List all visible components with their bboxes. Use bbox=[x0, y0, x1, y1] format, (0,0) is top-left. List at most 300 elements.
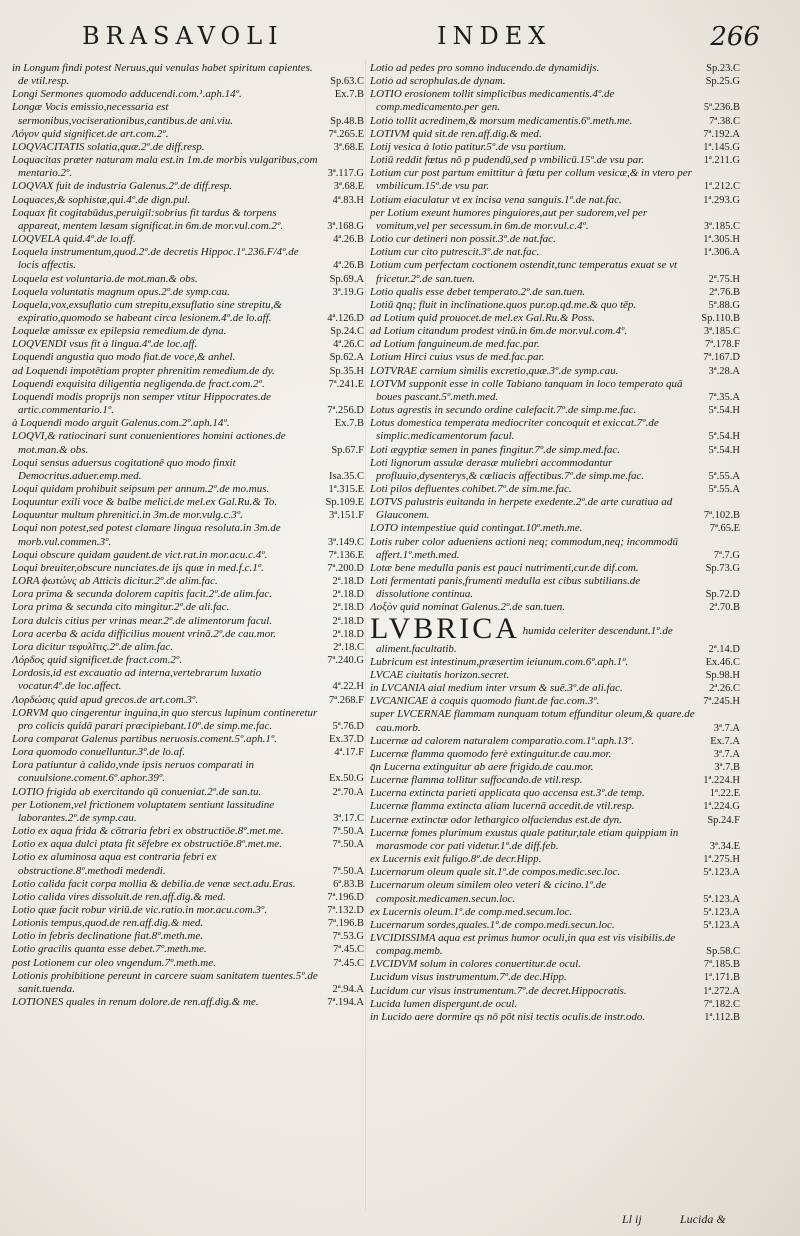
entry-reference: 3ª.149.C bbox=[327, 536, 364, 548]
entry-text: Loqui breuiter,obscure nunciates.de ijs quæ in med.f.c.1º. bbox=[12, 561, 264, 574]
index-entry bbox=[12, 746, 364, 759]
entry-text: Lotio gracilis quanta esse debet.7º.meth.me. bbox=[12, 943, 207, 956]
index-entry bbox=[370, 444, 740, 457]
entry-text: Lotio qualis esse debet temperato.2º.de san.tuen. bbox=[370, 285, 586, 298]
entry-text: Loquuntur multum phrenitici.in 3m.de mor.vulg.c.3º. bbox=[12, 509, 243, 522]
index-entry bbox=[370, 682, 740, 695]
index-entry bbox=[370, 985, 740, 998]
entry-text: Lotium Hirci cuius vsus de med.fac.par. bbox=[370, 351, 545, 364]
index-entry bbox=[370, 748, 740, 761]
entry-text: LOTVM supponit esse in colle Tabiano tanquam in loco temperato quā boues pascant.5º.meth.med. bbox=[370, 377, 683, 403]
index-entry bbox=[12, 207, 364, 233]
index-entry bbox=[12, 391, 364, 417]
index-entry bbox=[370, 611, 740, 656]
entry-reference: Sp.73.G bbox=[705, 562, 740, 574]
entry-text: Λόρδος quid significet.de fract.com.2º. bbox=[12, 654, 183, 667]
entry-reference: 7ª.53.G bbox=[332, 931, 364, 943]
entry-text: Lucernarum sordes,quales.1º.de compo.medi.secun.loc. bbox=[370, 918, 615, 931]
entry-reference: Sp.110.B bbox=[701, 312, 740, 324]
index-entry bbox=[12, 457, 364, 483]
entry-reference: Sp.24.C bbox=[330, 326, 364, 338]
index-entry bbox=[12, 180, 364, 193]
index-entry bbox=[12, 838, 364, 851]
entry-reference: 7ª.65.E bbox=[709, 523, 740, 535]
catchword: Lucida & bbox=[680, 1212, 726, 1226]
index-entry bbox=[370, 88, 740, 114]
entry-text: Lotium cum perfectam coctionem ostendit,tunc temperatus exuat se vt fricetur.2º.de san.tuen. bbox=[370, 259, 678, 285]
index-entry bbox=[370, 695, 740, 708]
index-entry bbox=[12, 575, 364, 588]
entry-reference: 5ª.55.A bbox=[708, 484, 740, 495]
index-entry bbox=[12, 496, 364, 509]
entry-reference: 1ª.145.G bbox=[703, 141, 740, 153]
entry-text: Lotio ad scrophulas.de dynam. bbox=[370, 75, 506, 88]
entry-text: Loqui sensus aduersus cogitationē quo modo finxit Democritus.aduer.emp.med. bbox=[12, 456, 236, 482]
entry-reference: 7ª.200.D bbox=[327, 562, 364, 574]
entry-text: Lotium cur post partum emittitur à fœtu per collum vesicæ,& in vtero per vmbilicum.15º.de vsu par. bbox=[370, 167, 692, 193]
entry-reference: Ex.7.A bbox=[710, 735, 740, 747]
entry-reference: 2ª.18.D bbox=[332, 576, 364, 588]
entry-reference: Sp.25.G bbox=[705, 76, 740, 88]
entry-reference: 1ª.171.B bbox=[703, 972, 740, 984]
entry-text: LVCAE ciuitatis horizon.secret. bbox=[370, 668, 510, 681]
index-entry bbox=[370, 378, 740, 404]
entry-reference: 1ª.306.A bbox=[703, 247, 740, 259]
entry-text: ad Lotium fanguineum.de med.fac.par. bbox=[370, 338, 540, 351]
entry-reference: 5ª.123.A bbox=[703, 919, 740, 931]
entry-headword: LVBRICA bbox=[370, 611, 520, 645]
entry-text: Lotio ex aqua dulci ptata fit sēfebre ex obstructiōe.8º.met.me. bbox=[12, 838, 283, 851]
index-entry bbox=[370, 879, 740, 905]
entry-text: LORVM quo cingerentur inguina,in quo stercus lupinum contineretur pro colicis quidā parari præcipiebant.10º.de simp.me.fac. bbox=[12, 706, 318, 732]
entry-text-rest: humida celeriter descendunt.1º.de aliment.facultatib. bbox=[376, 624, 673, 655]
entry-reference: 1ª.275.H bbox=[703, 854, 740, 866]
index-entry bbox=[12, 930, 364, 943]
entry-text: ex Lucernis oleum.1º.de comp.med.secum.loc. bbox=[370, 905, 573, 918]
entry-reference: Sp.48.B bbox=[330, 115, 364, 127]
index-entry bbox=[370, 115, 740, 128]
entry-reference: 4ª.126.D bbox=[327, 312, 364, 324]
index-entry bbox=[12, 154, 364, 180]
index-entry bbox=[370, 774, 740, 787]
entry-text bbox=[370, 611, 696, 656]
index-entry bbox=[12, 707, 364, 733]
running-header bbox=[82, 22, 760, 54]
entry-reference: 7ª.194.A bbox=[327, 997, 364, 1009]
entry-text: Loquendi modis proprijs non semper vtitur Hippocrates.de artic.commentario.1º. bbox=[12, 390, 271, 417]
index-entry bbox=[12, 522, 364, 548]
index-entry bbox=[370, 154, 740, 167]
entry-reference: 7ª.178.F bbox=[705, 339, 740, 351]
index-entry bbox=[370, 536, 740, 562]
index-entry bbox=[12, 430, 364, 456]
entry-text: ad Lotium quid prouocet.de mel.ex Gal.Ru.& Poss. bbox=[370, 311, 595, 324]
index-entry bbox=[370, 286, 740, 299]
index-entry bbox=[370, 866, 740, 879]
index-entry bbox=[12, 733, 364, 746]
index-entry bbox=[370, 932, 740, 958]
index-entry bbox=[12, 917, 364, 930]
index-entry bbox=[370, 312, 740, 325]
entry-reference: 5ª.54.H bbox=[708, 405, 740, 417]
entry-reference: 7ª.192.A bbox=[703, 128, 740, 140]
entry-reference: 5ª.88.G bbox=[708, 299, 740, 311]
entry-text: LVCIDISSIMA aqua est primus humor oculi,in qua est vis visibilis.de compag.memb. bbox=[370, 932, 676, 958]
index-entry bbox=[370, 207, 740, 233]
index-entry bbox=[370, 457, 740, 483]
entry-reference: 7ª.38.C bbox=[709, 115, 740, 127]
entry-text: Lora prima & secunda dolorem capitis facit.2º.de alim.fac. bbox=[12, 588, 272, 601]
entry-reference: Isa.35.C bbox=[329, 470, 364, 482]
index-entry bbox=[12, 943, 364, 956]
entry-text: Loquelæ amissæ ex epilepsia remedium.de dyna. bbox=[12, 325, 227, 338]
entry-text: LOTVRAE carnium similis excretio,quæ.3º.de symp.cau. bbox=[370, 364, 619, 377]
entry-reference: Sp.62.A bbox=[329, 352, 364, 364]
index-entry bbox=[12, 101, 364, 127]
entry-reference: 1ª.293.G bbox=[703, 194, 740, 206]
entry-text: Loqui quidam prohibuit seipsum per annum.2º.de mo.mus. bbox=[12, 483, 270, 495]
index-entry bbox=[370, 998, 740, 1011]
entry-text: Lotiū q̄nq; fluit in inclinatione.quos pur.op.qd.me.& quo tēp. bbox=[370, 298, 637, 311]
index-entry bbox=[370, 259, 740, 285]
entry-text: Lucernarum oleum quale sit.1º.de compos.medic.sec.loc. bbox=[370, 866, 621, 879]
entry-reference: 1ª.305.H bbox=[703, 234, 740, 246]
entry-text: post Lotionem cur oleo vngendum.7º.meth.me. bbox=[12, 956, 216, 969]
entry-text: Lotionis prohibitione pereunt in carcere suam sanitatem tuentes.5º.de sanit.tuenda. bbox=[12, 969, 318, 995]
entry-reference: Sp.63.C bbox=[330, 76, 364, 88]
entry-reference: 2ª.14.D bbox=[708, 643, 740, 655]
entry-text: Lubricum est intestinum,præsertim ieiunum.com.6º.aph.1º. bbox=[370, 655, 629, 668]
entry-text: Loti pilos defluentes cohibet.7º.de sim.me.fac. bbox=[370, 483, 572, 495]
index-entry bbox=[370, 496, 740, 522]
index-entry bbox=[370, 919, 740, 932]
entry-reference: 7ª.50.A bbox=[332, 839, 364, 851]
index-entry bbox=[370, 246, 740, 259]
entry-reference: 4ª.22.H bbox=[332, 681, 364, 693]
entry-text: Lucidum cur visus instrumentum.7º.de decret.Hippocratis. bbox=[370, 984, 627, 997]
entry-reference: 5ª.123.A bbox=[703, 893, 740, 905]
entry-text: Λοξὸν quid nominat Galenus.2º.de san.tuen. bbox=[370, 601, 566, 614]
index-entry bbox=[370, 483, 740, 496]
entry-reference: 7ª.35.A bbox=[708, 391, 740, 403]
entry-text: Loquela instrumentum,quod.2º.de decretis Hippoc.1º.236.F/4º.de locis affectis. bbox=[12, 246, 299, 272]
entry-text: LOTIVM quid sit.de ren.aff.dig.& med. bbox=[370, 127, 542, 140]
entry-reference: 7ª.50.A bbox=[332, 865, 364, 877]
entry-text: LOQVACITATIS solatia,quæ.2º.de diff.resp. bbox=[12, 140, 205, 153]
entry-reference: 5ª.54.H bbox=[708, 431, 740, 443]
index-entry bbox=[370, 656, 740, 669]
entry-reference: 3ª.151.F bbox=[329, 510, 364, 522]
entry-reference: Sp.24.F bbox=[707, 814, 740, 826]
entry-reference: Sp.23.C bbox=[706, 63, 740, 74]
index-entry bbox=[370, 575, 740, 601]
entry-reference: 2ª.18.C bbox=[333, 641, 364, 653]
entry-reference: Ex.37.D bbox=[329, 733, 364, 745]
entry-text: Λόγον quid significet.de art.com.2º. bbox=[12, 127, 169, 140]
index-entry bbox=[370, 167, 740, 193]
index-entry bbox=[370, 194, 740, 207]
entry-reference: 7ª.241.E bbox=[328, 378, 364, 390]
entry-reference: 3ª.7.A bbox=[713, 748, 740, 760]
entry-text: Lotio tollit acredinem,& morsum medicamentis.6º.meth.me. bbox=[370, 114, 633, 127]
entry-text: LOTO intempestiue quid contingat.10º.meth.me. bbox=[370, 522, 583, 535]
entry-reference: 2ª.70.B bbox=[709, 602, 740, 614]
index-entry bbox=[12, 378, 364, 391]
entry-text: Loquax fit cogitabūdus,peruigil:sobrius fit tardus & torpens appareat, mentem læsam significat.in 6m.de mor.vul.com.2º. bbox=[12, 206, 284, 232]
entry-reference: 7ª.268.F bbox=[329, 694, 364, 706]
entry-reference: 7ª.136.E bbox=[328, 549, 364, 561]
entry-reference: 4ª.26.C bbox=[333, 339, 364, 351]
entry-reference: 1ª.112.B bbox=[704, 1011, 740, 1023]
entry-text: Lotij vesica à lotio patitur.5º.de vsu partium. bbox=[370, 140, 567, 153]
entry-reference: 2ª.70.A bbox=[332, 786, 364, 798]
entry-reference: 7ª.167.D bbox=[703, 352, 740, 364]
entry-reference: 7ª.182.C bbox=[703, 998, 740, 1010]
index-entry bbox=[12, 233, 364, 246]
entry-reference: 4ª.17.F bbox=[334, 747, 364, 759]
index-entry bbox=[370, 958, 740, 971]
entry-reference: Sp.35.H bbox=[329, 365, 364, 377]
index-entry bbox=[12, 878, 364, 891]
entry-text: Loti fermentati panis,frumenti medulla est cibus subtilians.de dissolutione continua. bbox=[370, 575, 641, 601]
index-entry bbox=[370, 141, 740, 154]
entry-text: per Lotionem,vel frictionem voluptatem sentiunt lassitudine laborantes.2º.de symp.cau. bbox=[12, 798, 275, 824]
entry-reference: 2ª.18.D bbox=[332, 615, 364, 627]
index-entry bbox=[12, 141, 364, 154]
entry-text: Lotio ex aluminosa aqua est contraria febri ex obstructione.8º.methodi medendi. bbox=[12, 851, 217, 877]
entry-reference: 3ª.34.E bbox=[709, 840, 740, 852]
entry-text: Loquela,vox,exsuflatio cum strepitu,exsuflatio sine strepitu,& expiratio,quomodo se habeant circa lesionem.4º.de lo.aff. bbox=[12, 298, 282, 324]
entry-text: Lora dicitur τεφυλῖτις.2º.de alim.fac. bbox=[12, 640, 173, 653]
index-entry bbox=[12, 88, 364, 101]
index-entry bbox=[12, 325, 364, 338]
index-entry bbox=[370, 417, 740, 443]
index-entry bbox=[370, 404, 740, 417]
header-author: BRASAVOLI bbox=[82, 22, 284, 50]
entry-text: super LVCERNAE flammam nunquam totum effunditur oleum,& quare.de cau.morb. bbox=[370, 708, 695, 734]
entry-text: Longæ Vocis emissio,necessaria est sermonibus,vociserationibus,cantibus.de ani.viu. bbox=[12, 101, 234, 127]
entry-reference: 5ª.54.H bbox=[708, 444, 740, 456]
entry-text: Loquaces,& sophistæ,qui.4º.de dign.pul. bbox=[12, 193, 191, 206]
entry-reference: Ex.46.C bbox=[705, 656, 740, 668]
entry-reference: Ex.50.G bbox=[329, 773, 364, 785]
entry-reference: 3ª.17.C bbox=[333, 812, 364, 824]
index-entry bbox=[370, 708, 740, 734]
entry-text: Lotus agrestis in secundo ordine calefacit.7º.de simp.me.fac. bbox=[370, 404, 637, 417]
entry-reference: 7ª.196.B bbox=[327, 918, 364, 930]
entry-text: Lotus domestica temperata mediocriter concoquit et exiccat.7º.de simplic.medicamentorum facul. bbox=[370, 417, 659, 443]
entry-text: Lucernæ flamma extincta aliam lucernā accedit.de vtil.resp. bbox=[370, 800, 635, 813]
index-entry bbox=[370, 761, 740, 774]
index-entry bbox=[12, 851, 364, 877]
index-entry bbox=[12, 128, 364, 141]
index-entry bbox=[12, 588, 364, 601]
entry-text: q̄n Lucerna extinguitur ab aere frigido.de cau.mor. bbox=[370, 760, 594, 773]
entry-text: Lordosis,id est excauatio ad interna,vertebrarum luxatio vocatur.4º.de loc.affect. bbox=[12, 667, 262, 693]
entry-text: LOTIO erosionem tollit simplicibus medicamentis.4º.de comp.medicamento.per gen. bbox=[370, 88, 615, 114]
entry-text: à Loquendi modo arguit Galenus.com.2º.aph.14º. bbox=[12, 417, 230, 430]
index-entry bbox=[370, 562, 740, 575]
index-entry bbox=[370, 669, 740, 682]
index-entry bbox=[12, 62, 364, 88]
entry-reference: 3ª.68.E bbox=[333, 141, 364, 153]
entry-text: LORA ϕωτώνς ab Atticis dicitur.2º.de alim.fac. bbox=[12, 575, 218, 588]
entry-reference: 4ª.83.H bbox=[332, 194, 364, 206]
entry-text: Lotæ bene medulla panis est pauci nutrimenti,cur.de dif.com. bbox=[370, 561, 639, 574]
entry-text: Lotio in febris declinatione fiat.8º.meth.me. bbox=[12, 930, 204, 943]
page-number: 266 bbox=[710, 22, 760, 52]
index-column-right bbox=[370, 62, 740, 1024]
index-entry bbox=[370, 299, 740, 312]
entry-text: in Lucido aere dormire qs nō pōt nisi tectis oculis.de instr.odo. bbox=[370, 1010, 646, 1023]
index-entry bbox=[370, 735, 740, 748]
entry-reference: 3ª.185.C bbox=[703, 220, 740, 232]
entry-reference: 2ª.18.D bbox=[332, 602, 364, 614]
entry-text: Lotio calida vires dissoluit.de ren.aff.dig.& med. bbox=[12, 890, 226, 903]
entry-reference: Ex.7.B bbox=[334, 89, 364, 101]
entry-reference: 7ª.132.D bbox=[327, 905, 364, 916]
entry-reference: 2ª.18.D bbox=[332, 628, 364, 640]
entry-text: Lucernæ flamma quomodo ferè extinguitur.de cau.mor. bbox=[370, 747, 612, 760]
signature-mark: Ll ij bbox=[622, 1212, 642, 1226]
index-entry bbox=[12, 417, 364, 430]
entry-reference: 3ª.117.G bbox=[327, 168, 364, 180]
entry-text: Loqui non potest,sed potest clamare lingua resoluta.in 3m.de morb.vul.commen.3º. bbox=[12, 522, 281, 548]
index-entry bbox=[370, 827, 740, 853]
entry-text: ad Lotium citandum prodest vinū.in 6m.de mor.vul.com.4º. bbox=[370, 325, 628, 338]
entry-text: LOTIO frigida ab exercitando qū conueniat.2º.de san.tu. bbox=[12, 785, 262, 798]
entry-reference: 2ª.76.B bbox=[709, 286, 740, 298]
entry-text: per Lotium exeunt humores pinguiores,aut per sudorem,vel per vomitum,vel per secessum.in 6m.de mor.vul.c.4º. bbox=[370, 206, 648, 232]
index-entry bbox=[370, 62, 740, 75]
entry-reference: Sp.98.H bbox=[705, 669, 740, 681]
entry-text: Lotio ad pedes pro somno inducendo.de dynamidijs. bbox=[370, 62, 600, 74]
index-entry bbox=[370, 325, 740, 338]
entry-text: Lucidum visus instrumentum.7º.de dec.Hipp. bbox=[370, 971, 567, 984]
index-entry bbox=[12, 641, 364, 654]
header-section: INDEX bbox=[437, 22, 552, 50]
entry-text: Loquela est voluntaria.de mot.man.& obs. bbox=[12, 272, 198, 285]
entry-text: Loquacitas præter naturam mala est.in 1m.de morbis vulgaribus,com mentario.2º. bbox=[12, 154, 318, 180]
entry-reference: 5ª.123.A bbox=[703, 906, 740, 918]
entry-text: Lotio ex aqua frida & cōtraria febri ex obstructiōe.8º.met.me. bbox=[12, 825, 284, 838]
entry-text: Lora comparat Galenus partibus neruosis.coment.5º.aph.1º. bbox=[12, 732, 278, 745]
index-entry bbox=[12, 273, 364, 286]
index-entry bbox=[370, 853, 740, 866]
entry-reference: 2ª.75.H bbox=[708, 273, 740, 285]
entry-text: Lucernæ fomes plurimum exustus quale patitur,tale etiam quippiam in marasmode cor pati videtur.1º.de diff.feb. bbox=[370, 826, 679, 852]
entry-reference: 3ª.7.A bbox=[713, 722, 740, 734]
index-entry bbox=[12, 365, 364, 378]
entry-text: LOQVI,& ratiocinari sunt conuenientiores homini actiones.de mot.man.& obs. bbox=[12, 430, 286, 456]
entry-reference: 7ª.265.E bbox=[328, 128, 364, 140]
entry-reference: 3ª.28.A bbox=[708, 365, 740, 377]
index-entry bbox=[12, 549, 364, 562]
entry-text: Loquendi angustia quo modo fiat.de voce,& anhel. bbox=[12, 351, 236, 364]
index-entry bbox=[370, 522, 740, 535]
index-entry bbox=[12, 286, 364, 299]
entry-text: Lotiū reddit fœtus nō p pudendū,sed p vmbilicū.15º.de vsu par. bbox=[370, 154, 645, 167]
entry-reference: 4ª.26.B bbox=[333, 260, 364, 272]
entry-text: Loqui obscure quidam gaudent.de vict.rat.in mor.acu.c.4º. bbox=[12, 548, 268, 561]
entry-reference: 5ª.55.A bbox=[708, 470, 740, 482]
entry-text: in LVCANIA aial medium inter vrsum & suē.3º.de ali.fac. bbox=[370, 682, 623, 695]
entry-text: Loquuntur exili voce & balbe melici.de mel.ex Gal.Ru.& To. bbox=[12, 496, 278, 509]
entry-text: Loquendi exquisita diligentia negligenda.de fract.com.2º. bbox=[12, 377, 265, 390]
index-entry bbox=[12, 891, 364, 904]
entry-text: Lucernarum oleum similem oleo veteri & cicino.1º.de composit.medicamen.secun.loc. bbox=[370, 879, 607, 905]
entry-reference: Sp.109.E bbox=[325, 497, 364, 509]
entry-text: LOQVAX fuit de industria Galenus.2º.de diff.resp. bbox=[12, 180, 233, 193]
entry-reference: 2ª.94.A bbox=[332, 983, 364, 995]
entry-text: Lotio cur detineri non possit.3º.de nat.fac. bbox=[370, 233, 556, 246]
index-entry bbox=[12, 601, 364, 614]
entry-text: Lucernæ flamma tollitur suffocando.de vtil.resp. bbox=[370, 774, 583, 787]
entry-text: Lora patiuntur à calido,vnde ipsis neruos comparati in conuulsione.coment.6º.aphor.39º. bbox=[12, 759, 254, 785]
entry-text: Lora prima & secunda cito mingitur.2º.de ali.fac. bbox=[12, 601, 230, 614]
entry-text: Lotio quæ facit robur viriū.de vic.ratio.in mor.acu.com.3º. bbox=[12, 904, 268, 916]
entry-text: Lotionis tempus,quod.de ren.aff.dig.& med. bbox=[12, 917, 204, 930]
entry-reference: 3ª.185.C bbox=[703, 326, 740, 338]
entry-text: Lucernæ extinctæ odor lethargico olfaciendus est.de dyn. bbox=[370, 813, 622, 826]
index-entry bbox=[12, 786, 364, 799]
entry-reference: Sp.69.A bbox=[329, 273, 364, 285]
index-entry bbox=[12, 825, 364, 838]
entry-text: LOQVENDI vsus fit à lingua.4º.de loc.aff. bbox=[12, 338, 198, 351]
index-entry bbox=[12, 628, 364, 641]
index-entry bbox=[12, 509, 364, 522]
entry-reference: 2ª.26.C bbox=[709, 683, 740, 695]
index-entry bbox=[12, 970, 364, 996]
entry-text: LOQVELA quid.4º.de lo.aff. bbox=[12, 233, 136, 246]
entry-text: Lotium eiaculatur vt ex incisa vena sanguis.1º.de nat.fac. bbox=[370, 193, 622, 206]
entry-text: LOTIONES quales in renum dolore.de ren.aff.dig.& me. bbox=[12, 996, 259, 1009]
entry-text: Lucernæ ad calorem naturalem comparatio.com.1º.aph.13º. bbox=[370, 734, 634, 747]
index-entry bbox=[12, 483, 364, 496]
entry-reference: 7ª.7.G bbox=[713, 549, 740, 561]
entry-reference: 7ª.185.B bbox=[703, 959, 740, 971]
entry-reference: 5ª.236.B bbox=[703, 102, 740, 114]
index-entry bbox=[12, 957, 364, 970]
entry-reference: 1ª.272.A bbox=[703, 985, 740, 997]
entry-text: Loti ægyptiæ semen in panes fingitur.7º.de simp.med.fac. bbox=[370, 443, 620, 456]
entry-reference: 3ª.7.B bbox=[714, 761, 740, 773]
entry-reference: 5ª.123.A bbox=[703, 867, 740, 879]
entry-reference: 1ª.22.E bbox=[709, 788, 740, 800]
entry-text: Lotium cur cito putrescit.3º.de nat.fac. bbox=[370, 246, 540, 259]
entry-reference: 7ª.102.B bbox=[703, 510, 740, 522]
index-entry bbox=[370, 351, 740, 364]
entry-text: Lora dulcis citius per vrinas mear.2º.de alimentorum facul. bbox=[12, 614, 273, 627]
entry-text: Lora acerba & acida difficilius mouent vrinā.2º.de cau.mor. bbox=[12, 627, 277, 640]
entry-reference: 7ª.50.A bbox=[332, 826, 364, 838]
entry-reference: 1ª.212.C bbox=[703, 181, 740, 193]
entry-reference: Sp.58.C bbox=[706, 946, 740, 958]
entry-reference: 1ª.211.G bbox=[703, 155, 740, 167]
entry-text: LOTVS palustris euitanda in herpete exedente.2º.de arte curatiua ad Glauconem. bbox=[370, 496, 673, 522]
entry-reference: 7ª.245.H bbox=[703, 696, 740, 708]
entry-text: ad Loquendi impotētiam propter phrenitim remedium.de dy. bbox=[12, 364, 275, 377]
index-entry bbox=[12, 759, 364, 785]
index-entry bbox=[12, 562, 364, 575]
entry-reference: Sp.67.F bbox=[331, 444, 364, 456]
entry-text: LVCIDVM solum in colores conuertitur.de ocul. bbox=[370, 958, 581, 971]
entry-reference: 7ª.45.C bbox=[333, 944, 364, 956]
entry-reference: 7ª.240.G bbox=[327, 655, 364, 667]
index-entry bbox=[12, 996, 364, 1009]
entry-text: Lotis ruber color adueniens actioni neq; commodum,neq; incommodū affert.1º.meth.med. bbox=[370, 535, 678, 561]
index-entry bbox=[12, 799, 364, 825]
